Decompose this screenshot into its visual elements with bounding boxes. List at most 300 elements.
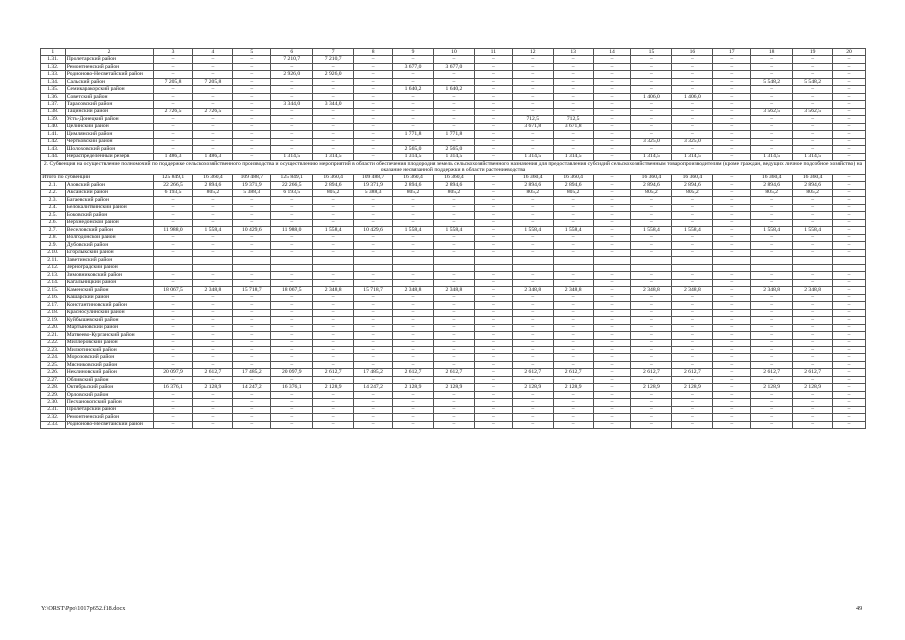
row-number-cell: 2.16.	[41, 294, 66, 301]
table-row	[41, 56, 866, 63]
value-cell: –	[793, 406, 833, 413]
value-cell: –	[631, 234, 672, 241]
value-cell: –	[393, 347, 434, 354]
value-cell: 14 247,2	[233, 384, 271, 391]
value-cell: –	[713, 93, 751, 100]
value-cell: –	[713, 354, 751, 361]
value-cell: –	[313, 123, 354, 130]
value-cell: –	[751, 361, 793, 368]
value-cell: –	[793, 71, 833, 78]
value-cell: –	[393, 56, 434, 63]
value-cell: –	[713, 116, 751, 123]
value-cell: 2 894,6	[793, 182, 833, 189]
value-cell: 16 360,4	[793, 174, 833, 181]
value-cell: 1 558,4	[751, 227, 793, 234]
district-name-cell: Багаевский район	[65, 197, 153, 204]
row-number-cell: 1.33.	[41, 71, 66, 78]
table-row	[41, 339, 866, 346]
value-cell: –	[793, 86, 833, 93]
district-name-cell: Родионово-Несветайский район	[65, 71, 153, 78]
value-cell: –	[713, 123, 751, 130]
row-number-cell: 2.6.	[41, 219, 66, 226]
value-cell: –	[672, 279, 713, 286]
value-cell: –	[593, 212, 631, 219]
value-cell: –	[713, 324, 751, 331]
value-cell: –	[593, 384, 631, 391]
value-cell: –	[193, 406, 233, 413]
value-cell: –	[153, 272, 193, 279]
value-cell: –	[153, 406, 193, 413]
column-number-cell: 15	[631, 49, 672, 56]
value-cell: –	[153, 361, 193, 368]
value-cell: –	[713, 78, 751, 85]
value-cell: 16 360,4	[512, 174, 553, 181]
value-cell: –	[313, 86, 354, 93]
value-cell: –	[833, 406, 866, 413]
value-cell: –	[271, 279, 313, 286]
value-cell: –	[233, 302, 271, 309]
value-cell: –	[512, 317, 553, 324]
value-cell: –	[593, 116, 631, 123]
value-cell: –	[751, 332, 793, 339]
value-cell: 2 894,6	[672, 182, 713, 189]
value-cell: –	[233, 197, 271, 204]
value-cell: 1 771,8	[393, 131, 434, 138]
value-cell	[354, 257, 393, 264]
value-cell: –	[433, 197, 474, 204]
value-cell: –	[313, 212, 354, 219]
value-cell: 2 348,8	[751, 287, 793, 294]
value-cell: –	[153, 324, 193, 331]
value-cell: –	[713, 279, 751, 286]
value-cell: –	[553, 249, 593, 256]
value-cell: –	[751, 272, 793, 279]
value-cell: –	[631, 272, 672, 279]
value-cell: –	[313, 399, 354, 406]
value-cell: –	[593, 63, 631, 70]
value-cell: –	[474, 138, 512, 145]
value-cell: –	[153, 421, 193, 428]
row-number-cell: 2.18.	[41, 309, 66, 316]
value-cell: –	[631, 347, 672, 354]
value-cell: –	[153, 332, 193, 339]
value-cell: –	[433, 421, 474, 428]
value-cell: 2 348,8	[631, 287, 672, 294]
value-cell: –	[833, 71, 866, 78]
value-cell: –	[433, 249, 474, 256]
column-number-cell: 6	[271, 49, 313, 56]
value-cell: 805,2	[553, 189, 593, 196]
value-cell	[713, 264, 751, 271]
value-cell: –	[672, 354, 713, 361]
district-name-cell: Неклиновский район	[65, 369, 153, 376]
value-cell	[153, 264, 193, 271]
value-cell: –	[271, 197, 313, 204]
value-cell: 1 558,4	[512, 227, 553, 234]
value-cell: –	[233, 391, 271, 398]
value-cell: –	[833, 339, 866, 346]
value-cell: –	[193, 309, 233, 316]
value-cell: –	[354, 146, 393, 153]
value-cell: –	[512, 131, 553, 138]
value-cell: –	[433, 354, 474, 361]
value-cell: –	[354, 421, 393, 428]
value-cell: –	[793, 204, 833, 211]
value-cell: –	[553, 138, 593, 145]
row-number-cell: 2.26.	[41, 369, 66, 376]
row-number-cell: 2.8.	[41, 234, 66, 241]
table-row	[41, 63, 866, 70]
value-cell: –	[833, 317, 866, 324]
value-cell: –	[553, 86, 593, 93]
value-cell: –	[553, 339, 593, 346]
value-cell: 15 718,7	[354, 287, 393, 294]
value-cell: –	[313, 302, 354, 309]
column-number-cell: 14	[593, 49, 631, 56]
value-cell: –	[751, 219, 793, 226]
value-cell: –	[553, 399, 593, 406]
value-cell: –	[233, 376, 271, 383]
value-cell: –	[833, 279, 866, 286]
value-cell: –	[713, 138, 751, 145]
value-cell: –	[713, 421, 751, 428]
value-cell: –	[474, 324, 512, 331]
value-cell: –	[271, 332, 313, 339]
value-cell: –	[271, 131, 313, 138]
value-cell: –	[233, 138, 271, 145]
value-cell: –	[672, 391, 713, 398]
value-cell	[354, 264, 393, 271]
value-cell: –	[233, 71, 271, 78]
value-cell: –	[833, 108, 866, 115]
value-cell: –	[713, 108, 751, 115]
value-cell: –	[751, 197, 793, 204]
value-cell: 109 488,7	[233, 174, 271, 181]
value-cell: –	[751, 234, 793, 241]
value-cell: –	[153, 138, 193, 145]
row-number-cell: 2.3.	[41, 197, 66, 204]
value-cell: –	[553, 406, 593, 413]
value-cell: –	[631, 391, 672, 398]
value-cell: 7 210,7	[313, 56, 354, 63]
value-cell: –	[153, 212, 193, 219]
value-cell: –	[233, 63, 271, 70]
value-cell: 2 128,9	[433, 384, 474, 391]
value-cell: –	[271, 302, 313, 309]
value-cell: –	[153, 347, 193, 354]
file-path-footer: Y:\ORST\Ppo\1017p652.f18.docx	[41, 605, 126, 612]
value-cell: –	[672, 101, 713, 108]
value-cell: –	[393, 204, 434, 211]
value-cell: –	[793, 212, 833, 219]
value-cell: 16 360,4	[751, 174, 793, 181]
value-cell: 2 128,9	[631, 384, 672, 391]
value-cell: –	[474, 406, 512, 413]
value-cell: –	[233, 56, 271, 63]
value-cell: –	[233, 146, 271, 153]
value-cell: 2 612,7	[751, 369, 793, 376]
value-cell: 805,2	[313, 189, 354, 196]
value-cell: 1 314,5	[631, 153, 672, 160]
value-cell: 3 677,0	[433, 63, 474, 70]
column-number-cell: 11	[474, 49, 512, 56]
value-cell: –	[512, 108, 553, 115]
value-cell: 2 612,7	[512, 369, 553, 376]
value-cell: –	[593, 287, 631, 294]
value-cell: –	[354, 204, 393, 211]
value-cell: –	[833, 234, 866, 241]
value-cell: –	[593, 219, 631, 226]
value-cell: –	[553, 279, 593, 286]
district-name-cell: Нераспределенный резерв	[65, 153, 153, 160]
value-cell	[793, 257, 833, 264]
value-cell: –	[593, 249, 631, 256]
value-cell: –	[313, 219, 354, 226]
value-cell: –	[153, 399, 193, 406]
value-cell: –	[271, 78, 313, 85]
table-row	[41, 347, 866, 354]
value-cell: –	[474, 421, 512, 428]
value-cell: –	[474, 354, 512, 361]
value-cell: –	[751, 279, 793, 286]
value-cell: –	[793, 332, 833, 339]
value-cell: –	[553, 242, 593, 249]
row-number-cell: 2.10.	[41, 249, 66, 256]
value-cell	[271, 264, 313, 271]
value-cell	[233, 264, 271, 271]
value-cell: –	[474, 71, 512, 78]
value-cell: –	[153, 279, 193, 286]
value-cell: –	[233, 399, 271, 406]
value-cell: –	[553, 131, 593, 138]
value-cell: –	[593, 406, 631, 413]
value-cell: 2 894,6	[631, 182, 672, 189]
table-row	[41, 384, 866, 391]
value-cell: –	[313, 116, 354, 123]
value-cell: –	[793, 56, 833, 63]
table-row	[41, 138, 866, 145]
district-name-cell: Милютинский район	[65, 347, 153, 354]
district-name-cell: Веселовский район	[65, 227, 153, 234]
value-cell: –	[713, 101, 751, 108]
value-cell: 5 548,2	[751, 78, 793, 85]
value-cell: –	[474, 189, 512, 196]
value-cell: 2 612,7	[433, 369, 474, 376]
value-cell: –	[354, 93, 393, 100]
value-cell: –	[793, 317, 833, 324]
table-row	[41, 204, 866, 211]
value-cell: –	[713, 414, 751, 421]
value-cell: –	[313, 234, 354, 241]
value-cell: 2 894,6	[512, 182, 553, 189]
value-cell: –	[193, 272, 233, 279]
value-cell: –	[354, 309, 393, 316]
column-number-row	[41, 49, 866, 56]
table-row	[41, 86, 866, 93]
value-cell: –	[713, 204, 751, 211]
value-cell: –	[433, 399, 474, 406]
value-cell: –	[313, 406, 354, 413]
value-cell: –	[433, 204, 474, 211]
row-number-cell: 2.4.	[41, 204, 66, 211]
value-cell: –	[474, 86, 512, 93]
value-cell: –	[433, 406, 474, 413]
value-cell: –	[631, 376, 672, 383]
value-cell: –	[193, 421, 233, 428]
value-cell: –	[271, 204, 313, 211]
value-cell: –	[631, 332, 672, 339]
value-cell: –	[433, 272, 474, 279]
value-cell: –	[393, 212, 434, 219]
table-row	[41, 279, 866, 286]
district-name-cell: Цимлянский район	[65, 131, 153, 138]
value-cell: –	[593, 131, 631, 138]
value-cell: –	[672, 219, 713, 226]
total-label-cell: Итого по субвенции	[41, 174, 154, 181]
value-cell: –	[153, 294, 193, 301]
value-cell: 805,2	[193, 189, 233, 196]
district-name-cell: Каменский район	[65, 287, 153, 294]
value-cell: –	[833, 421, 866, 428]
value-cell: –	[713, 234, 751, 241]
value-cell: –	[354, 101, 393, 108]
value-cell: –	[193, 86, 233, 93]
value-cell: –	[433, 391, 474, 398]
value-cell: –	[793, 302, 833, 309]
value-cell: –	[233, 108, 271, 115]
column-number-cell: 4	[193, 49, 233, 56]
section-2-title: 2. Субвенция на осуществление полномочий по поддержке сельскохозяйственного производства и осуществлению мероприятий в области обеспечения плодородия земель сельскохозяйственного назначения для предоставления субсидий сельскохозяйственным товаропроизводителям (кроме граждан, ведущих личное подсобное хозяйство) на оказание несвязанной поддержки в области растениеводства	[41, 161, 866, 175]
value-cell: –	[553, 324, 593, 331]
value-cell: –	[833, 302, 866, 309]
value-cell: –	[313, 332, 354, 339]
value-cell: –	[512, 414, 553, 421]
value-cell: –	[354, 242, 393, 249]
value-cell: –	[233, 234, 271, 241]
value-cell: –	[271, 354, 313, 361]
value-cell	[233, 257, 271, 264]
value-cell: –	[512, 272, 553, 279]
value-cell: –	[313, 347, 354, 354]
value-cell: –	[793, 63, 833, 70]
value-cell: –	[354, 131, 393, 138]
row-number-cell: 1.31.	[41, 56, 66, 63]
value-cell: –	[593, 421, 631, 428]
value-cell: –	[433, 376, 474, 383]
value-cell: –	[474, 294, 512, 301]
value-cell: –	[631, 197, 672, 204]
row-number-cell: 1.41.	[41, 131, 66, 138]
value-cell: –	[512, 399, 553, 406]
value-cell: –	[313, 108, 354, 115]
value-cell: –	[672, 309, 713, 316]
value-cell: –	[593, 204, 631, 211]
value-cell	[793, 264, 833, 271]
value-cell: 2 726,5	[153, 108, 193, 115]
value-cell: –	[474, 414, 512, 421]
value-cell: 805,2	[433, 189, 474, 196]
value-cell: –	[233, 324, 271, 331]
column-number-cell: 5	[233, 49, 271, 56]
value-cell: –	[354, 391, 393, 398]
table-row	[41, 242, 866, 249]
value-cell: –	[313, 63, 354, 70]
value-cell: –	[393, 391, 434, 398]
value-cell: 5 388,3	[233, 189, 271, 196]
value-cell: –	[354, 294, 393, 301]
value-cell: –	[393, 317, 434, 324]
value-cell: –	[672, 294, 713, 301]
value-cell: –	[193, 234, 233, 241]
value-cell: –	[833, 138, 866, 145]
value-cell: –	[751, 146, 793, 153]
value-cell: –	[153, 93, 193, 100]
value-cell: –	[313, 93, 354, 100]
value-cell: –	[313, 78, 354, 85]
value-cell: –	[393, 324, 434, 331]
value-cell: 10 429,6	[233, 227, 271, 234]
row-number-cell: 2.17.	[41, 302, 66, 309]
value-cell: –	[512, 146, 553, 153]
table-row	[41, 153, 866, 160]
district-name-cell: Красносулинский район	[65, 309, 153, 316]
value-cell: –	[354, 317, 393, 324]
value-cell: –	[313, 272, 354, 279]
row-number-cell: 1.39.	[41, 116, 66, 123]
district-name-cell: Тацинский район	[65, 108, 153, 115]
value-cell: 3 562,5	[751, 108, 793, 115]
value-cell: –	[193, 197, 233, 204]
value-cell: –	[793, 197, 833, 204]
row-number-cell: 2.9.	[41, 242, 66, 249]
value-cell: –	[631, 204, 672, 211]
value-cell: –	[233, 116, 271, 123]
district-name-cell: Шолоховский район	[65, 146, 153, 153]
value-cell: –	[833, 272, 866, 279]
value-cell: –	[193, 249, 233, 256]
value-cell: 3 671,8	[512, 123, 553, 130]
value-cell: –	[313, 204, 354, 211]
value-cell: –	[553, 309, 593, 316]
value-cell: –	[553, 56, 593, 63]
value-cell: –	[672, 317, 713, 324]
value-cell: –	[433, 414, 474, 421]
value-cell: –	[793, 309, 833, 316]
table-row	[41, 414, 866, 421]
value-cell: –	[751, 339, 793, 346]
value-cell: 2 128,9	[553, 384, 593, 391]
value-cell: 16 360,4	[433, 174, 474, 181]
column-number-cell: 8	[354, 49, 393, 56]
value-cell: –	[354, 78, 393, 85]
value-cell: 2 612,7	[793, 369, 833, 376]
value-cell: –	[433, 324, 474, 331]
value-cell: –	[751, 324, 793, 331]
value-cell: –	[354, 86, 393, 93]
value-cell: –	[833, 399, 866, 406]
value-cell: –	[793, 354, 833, 361]
row-number-cell: 1.32.	[41, 63, 66, 70]
table-row	[41, 234, 866, 241]
value-cell: –	[271, 376, 313, 383]
value-cell: –	[193, 391, 233, 398]
value-cell: –	[793, 234, 833, 241]
value-cell: –	[271, 339, 313, 346]
district-name-cell: Боковский район	[65, 212, 153, 219]
value-cell: 2 565,0	[433, 146, 474, 153]
value-cell: –	[833, 332, 866, 339]
value-cell: 2 128,9	[751, 384, 793, 391]
